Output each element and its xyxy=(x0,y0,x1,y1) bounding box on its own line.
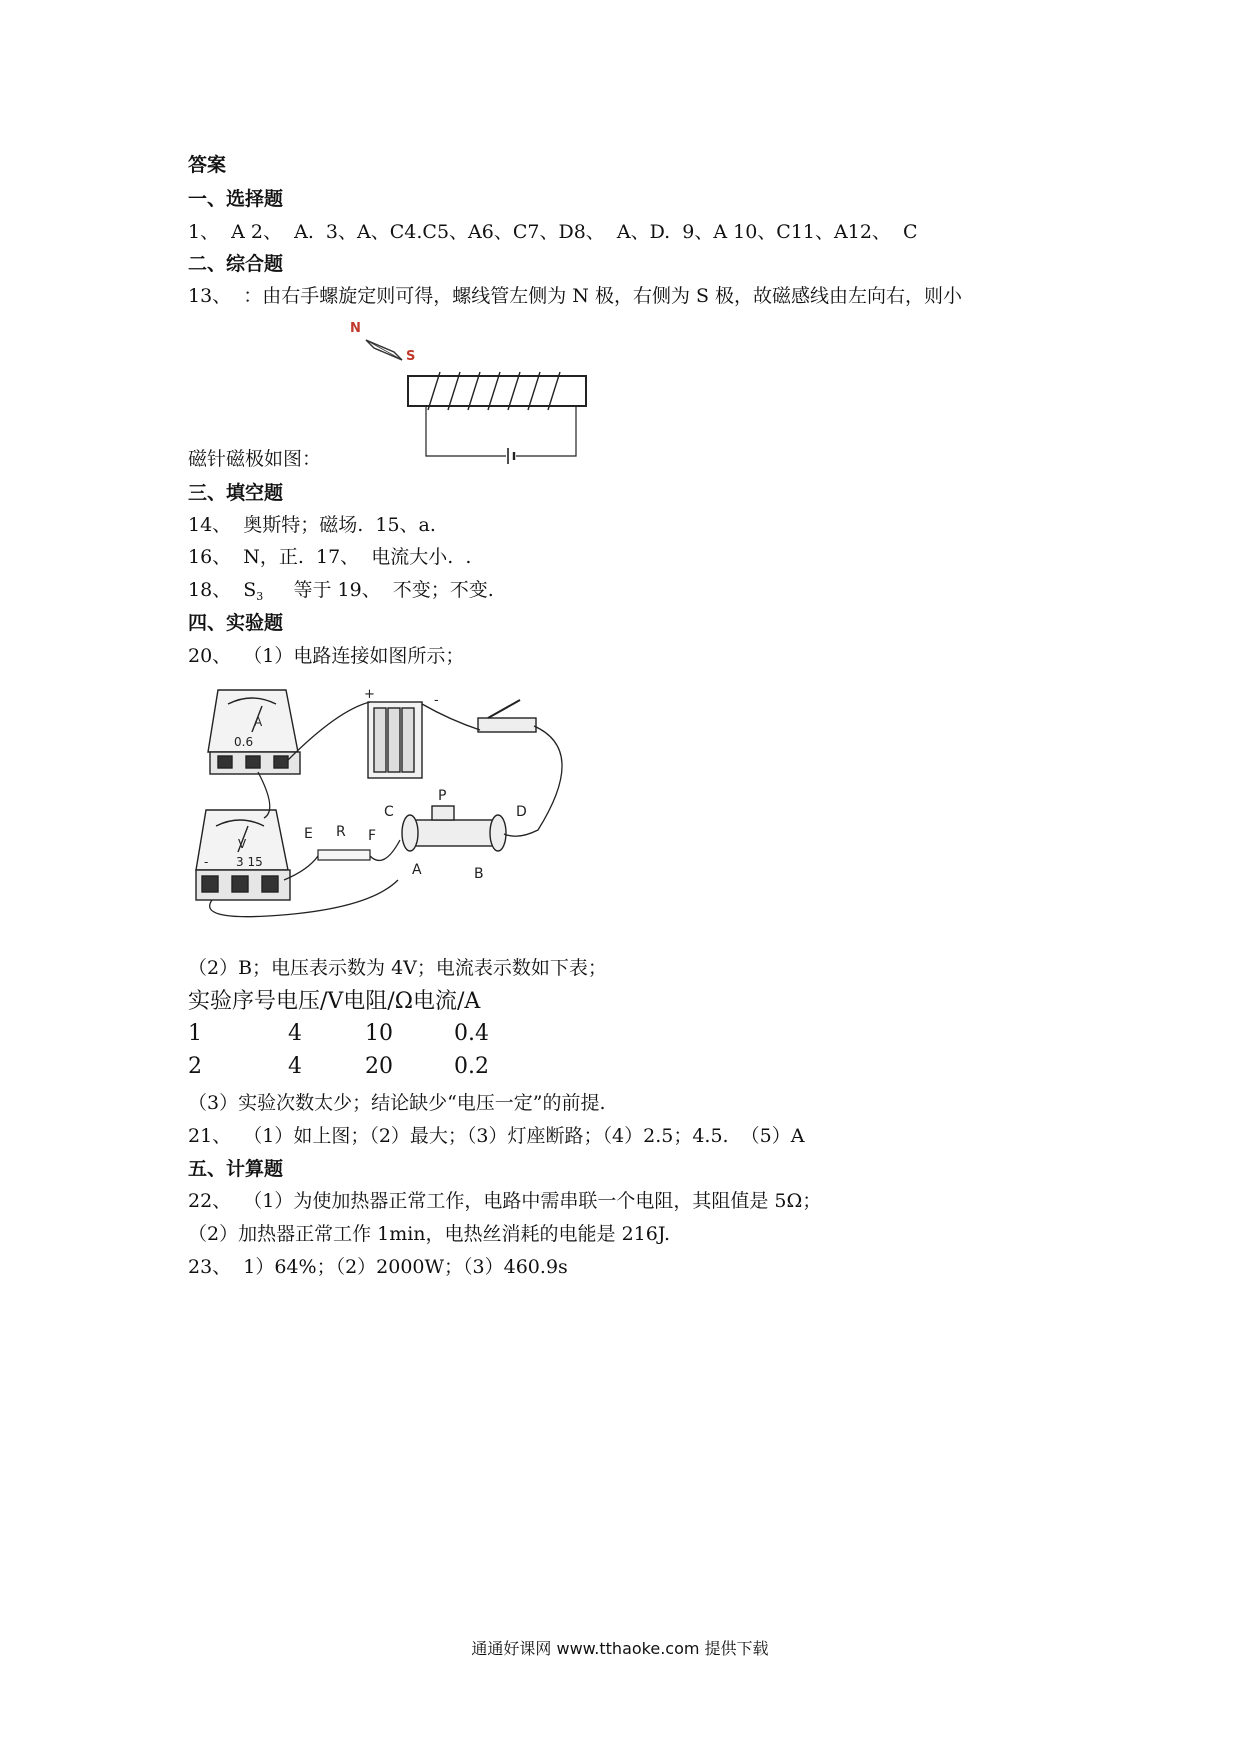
section-heading-choice: 一、选择题 xyxy=(188,188,284,210)
table-cell-resistance: 20 xyxy=(365,1054,393,1079)
experiment-circuit-figure xyxy=(188,680,608,930)
rheostat xyxy=(402,806,506,851)
label-D: D xyxy=(516,804,527,820)
label-B: B xyxy=(474,866,484,882)
answer-line-13: 13、 ：由右手螺旋定则可得，螺线管左侧为 N 极，右侧为 S 极，故磁感线由左向右，则小 xyxy=(188,285,963,307)
page-footer: 通通好课网 www.tthaoke.com 提供下载 xyxy=(471,1639,769,1658)
answer-line-18-a: 18、 S xyxy=(188,579,257,601)
voltmeter-label: V xyxy=(238,837,247,851)
answer-line-23: 23、 1）64%；（2）2000W；（3）460.9s xyxy=(188,1256,568,1278)
answer-line-20b: （2）B；电压表示数为 4V；电流表示数如下表； xyxy=(188,957,607,979)
voltmeter-minus: - xyxy=(204,855,209,869)
ammeter-scale: 0.6 xyxy=(234,735,254,749)
table-cell-voltage: 4 xyxy=(288,1021,302,1046)
table-cell-current: 0.2 xyxy=(454,1054,489,1079)
answer-line-20: 20、 （1）电路连接如图所示； xyxy=(188,645,465,667)
label-A: A xyxy=(412,862,422,878)
section-heading-experiment: 四、实验题 xyxy=(188,612,284,634)
section-heading-comprehensive: 二、综合题 xyxy=(188,253,284,275)
battery-minus-label: - xyxy=(434,693,439,708)
label-R: R xyxy=(336,824,346,840)
answer-line-18 xyxy=(188,577,494,610)
answer-line-22: 22、 （1）为使加热器正常工作，电路中需串联一个电阻，其阻值是 5Ω； xyxy=(188,1190,822,1212)
solenoid-figure xyxy=(350,318,590,468)
battery-plus-label: + xyxy=(364,687,375,702)
table-cell-resistance: 10 xyxy=(365,1021,393,1046)
compass-s-label: S xyxy=(406,349,416,364)
answer-line-16: 16、 N，正. 17、 电流大小. . xyxy=(188,546,472,568)
answer-line-1: 1、 A 2、 A. 3、A、C4.C5、A6、C7、D8、 A、D. 9、A 10、C11、A12、 C xyxy=(188,221,918,243)
label-E: E xyxy=(304,826,313,842)
table-header: 实验序号电压/V电阻/Ω电流/A xyxy=(188,989,481,1014)
ammeter-label: A xyxy=(254,715,263,729)
switch-icon xyxy=(478,700,536,732)
section-heading-calculation: 五、计算题 xyxy=(188,1158,284,1180)
page-title: 答案 xyxy=(188,154,227,176)
voltmeter-scale: 3 15 xyxy=(236,855,263,869)
table-cell-current: 0.4 xyxy=(454,1021,489,1046)
label-P: P xyxy=(438,788,447,804)
ammeter xyxy=(208,690,300,774)
circuit-wire xyxy=(426,406,506,456)
answer-line-14: 14、 奥斯特；磁场. 15、a. xyxy=(188,514,436,536)
table-cell-voltage: 4 xyxy=(288,1054,302,1079)
compass-n-label: N xyxy=(350,321,361,336)
resistor xyxy=(318,850,370,860)
answer-line-20c: （3）实验次数太少；结论缺少“电压一定”的前提. xyxy=(188,1092,606,1114)
answer-line-22b: （2）加热器正常工作 1min，电热丝消耗的电能是 216J. xyxy=(188,1223,671,1245)
table-cell-index: 1 xyxy=(188,1021,202,1046)
label-C: C xyxy=(384,804,394,820)
answer-line-18-sub: 3 xyxy=(256,590,264,603)
answer-line-21: 21、 （1）如上图；（2）最大；（3）灯座断路；（4）2.5；4.5. （5）A xyxy=(188,1125,805,1147)
section-heading-fill: 三、填空题 xyxy=(188,482,284,504)
table-cell-index: 2 xyxy=(188,1054,202,1079)
solenoid-coil xyxy=(428,372,560,410)
answer-line-13b: 磁针磁极如图： xyxy=(188,448,322,470)
label-F: F xyxy=(368,828,377,844)
battery-pack xyxy=(368,702,422,778)
answer-line-18-b: 等于 19、 不变；不变. xyxy=(263,579,494,601)
